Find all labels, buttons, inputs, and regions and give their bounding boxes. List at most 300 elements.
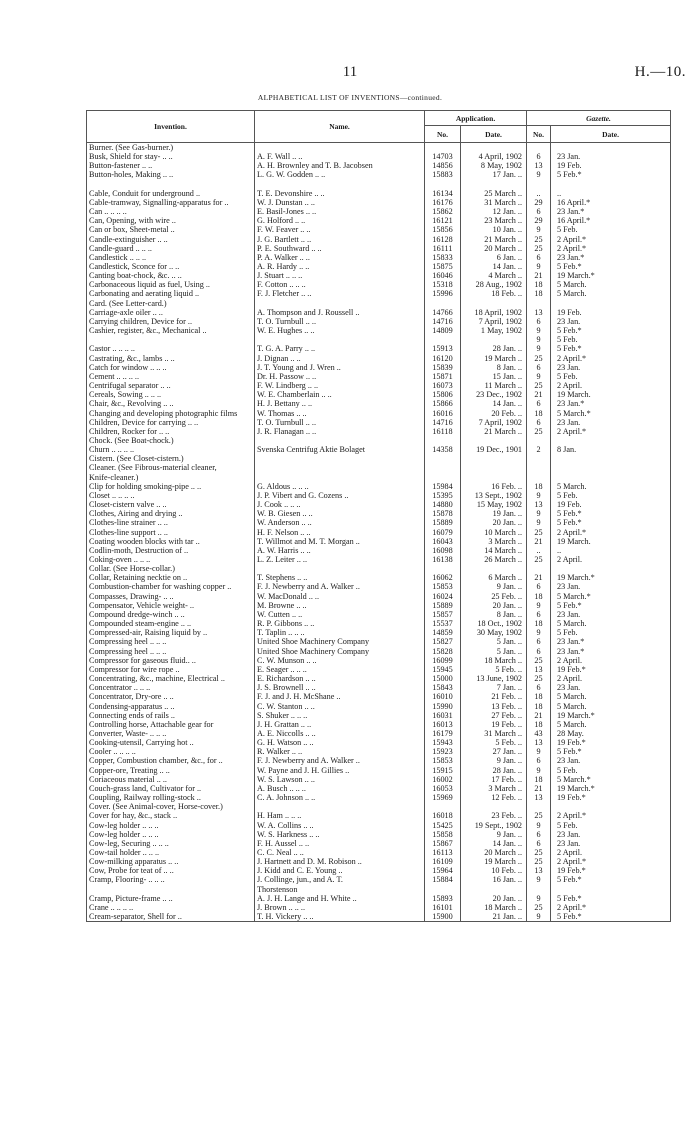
name-cell	[255, 335, 425, 344]
invention-cell: Combustion-chamber for washing copper ..	[87, 582, 255, 591]
invention-cell: Cover. (See Animal-cover, Horse-cover.)	[87, 802, 255, 811]
table-row	[87, 152, 671, 161]
invention-cell: Cow, Probe for teat of .. ..	[87, 866, 255, 875]
application-date-cell: 20 March ..	[461, 244, 527, 253]
table-row	[87, 161, 671, 170]
application-date-cell: 18 Feb. ..	[461, 289, 527, 298]
application-date-cell: 13 Feb. ..	[461, 702, 527, 711]
application-number-cell	[425, 335, 461, 344]
table-row	[87, 427, 671, 436]
name-cell: F. J. Newberry and A. Walker ..	[255, 582, 425, 591]
table-row	[87, 528, 671, 537]
name-cell: T. Willmot and M. T. Morgan ..	[255, 537, 425, 546]
gazette-date-cell: 5 Feb.	[551, 225, 671, 234]
gazette-number-cell: 25	[527, 674, 551, 683]
table-row	[87, 262, 671, 271]
application-date-cell: 1 May, 1902	[461, 326, 527, 335]
gazette-number-cell: 9	[527, 628, 551, 637]
invention-cell: Can, Opening, with wire ..	[87, 216, 255, 225]
table-row	[87, 601, 671, 610]
gazette-date-cell: 2 April.	[551, 674, 671, 683]
gazette-date-cell: 5 March.	[551, 289, 671, 298]
name-cell	[255, 299, 425, 308]
gazette-number-cell: 9	[527, 326, 551, 335]
application-number-cell: 15990	[425, 702, 461, 711]
invention-cell: Compounded steam-engine .. ..	[87, 619, 255, 628]
gazette-date-cell: 19 March.	[551, 537, 671, 546]
application-date-cell: 19 Feb. ..	[461, 720, 527, 729]
application-number-cell: 16138	[425, 555, 461, 564]
application-number-cell: 15984	[425, 482, 461, 491]
gazette-date-cell: 23 Jan.*	[551, 399, 671, 408]
application-date-cell: 3 March ..	[461, 784, 527, 793]
table-row	[87, 619, 671, 628]
gazette-date-cell: 5 Feb.*	[551, 509, 671, 518]
table-row	[87, 582, 671, 591]
application-number-cell: 15000	[425, 674, 461, 683]
invention-cell: Compound dredge-winch .. ..	[87, 610, 255, 619]
gazette-number-cell: 6	[527, 647, 551, 656]
application-date-cell: 20 Jan. ..	[461, 518, 527, 527]
application-number-cell: 16176	[425, 198, 461, 207]
gazette-number-cell: 18	[527, 409, 551, 418]
application-date-cell: 6 March ..	[461, 573, 527, 582]
gazette-number-cell	[527, 463, 551, 472]
gazette-date-cell	[551, 299, 671, 308]
table-row	[87, 903, 671, 912]
table-row	[87, 848, 671, 857]
gazette-date-cell: 5 March.*	[551, 409, 671, 418]
name-cell: R. Walker .. ..	[255, 747, 425, 756]
invention-cell: Cable, Conduit for underground ..	[87, 189, 255, 198]
table-row	[87, 445, 671, 454]
name-cell: J. Collinge, jun., and A. T.	[255, 875, 425, 884]
gazette-date-cell: 23 Jan.	[551, 610, 671, 619]
name-cell: J. Brown .. .. ..	[255, 903, 425, 912]
gazette-number-cell: 9	[527, 601, 551, 610]
name-cell: R. P. Gibbons .. ..	[255, 619, 425, 628]
application-number-cell: 15858	[425, 830, 461, 839]
application-number-cell: 15964	[425, 866, 461, 875]
application-number-cell: 15996	[425, 289, 461, 298]
application-number-cell: 14716	[425, 317, 461, 326]
gazette-date-cell: ..	[551, 189, 671, 198]
application-number-cell: 16120	[425, 354, 461, 363]
application-number-cell: 16043	[425, 537, 461, 546]
table-row	[87, 811, 671, 820]
gazette-number-cell: 25	[527, 381, 551, 390]
table-row	[87, 729, 671, 738]
table-row	[87, 766, 671, 775]
gazette-date-cell: 5 Feb.*	[551, 262, 671, 271]
name-column-header: Name.	[255, 111, 425, 143]
table-row	[87, 271, 671, 280]
application-number-cell: 15875	[425, 262, 461, 271]
invention-cell: Carbonaceous liquid as fuel, Using ..	[87, 280, 255, 289]
gazette-date-cell: 19 March.*	[551, 711, 671, 720]
application-date-cell: 5 Jan. ..	[461, 647, 527, 656]
application-number-cell: 16134	[425, 189, 461, 198]
name-cell: E. Seager .. .. ..	[255, 665, 425, 674]
invention-cell: Cleaner. (See Fibrous-material cleaner,	[87, 463, 255, 472]
name-cell: M. Browne .. ..	[255, 601, 425, 610]
table-row	[87, 610, 671, 619]
application-date-cell: 11 March ..	[461, 381, 527, 390]
gazette-date-cell: 23 Jan.	[551, 317, 671, 326]
gazette-date-cell: 2 April.	[551, 555, 671, 564]
application-number-cell: 14859	[425, 628, 461, 637]
gazette-number-cell: 9	[527, 372, 551, 381]
gazette-date-cell: 5 Feb.	[551, 335, 671, 344]
application-date-cell: 3 March ..	[461, 537, 527, 546]
gazette-date-cell: 5 March.	[551, 619, 671, 628]
document-reference: H.—10.	[634, 64, 686, 80]
application-number-cell: 16010	[425, 692, 461, 701]
table-row	[87, 207, 671, 216]
table-row	[87, 683, 671, 692]
application-number-cell: 14880	[425, 500, 461, 509]
invention-cell: Candlestick .. .. ..	[87, 253, 255, 262]
gazette-date-cell: 5 Feb.*	[551, 875, 671, 884]
gazette-date-cell: 5 Feb.*	[551, 326, 671, 335]
invention-cell: Copper-ore, Treating .. ..	[87, 766, 255, 775]
gazette-number-cell: 21	[527, 711, 551, 720]
application-number-cell: 15867	[425, 839, 461, 848]
name-cell	[255, 463, 425, 472]
gazette-date-cell	[551, 564, 671, 573]
application-number-cell: 16179	[425, 729, 461, 738]
application-number-cell: 15833	[425, 253, 461, 262]
table-row	[87, 839, 671, 848]
application-number-cell: 16031	[425, 711, 461, 720]
application-number-cell: 16053	[425, 784, 461, 793]
gazette-number-cell	[527, 436, 551, 445]
gazette-number-cell: 9	[527, 335, 551, 344]
application-number-cell	[425, 436, 461, 445]
invention-cell: Can .. .. .. ..	[87, 207, 255, 216]
name-cell: J. T. Young and J. Wren ..	[255, 363, 425, 372]
application-number-cell: 15900	[425, 912, 461, 922]
application-number-cell: 16013	[425, 720, 461, 729]
table-row	[87, 518, 671, 527]
application-date-cell: 21 Feb. ..	[461, 692, 527, 701]
application-date-cell: 18 Oct., 1902	[461, 619, 527, 628]
gazette-date-cell: 23 Jan.	[551, 582, 671, 591]
table-row	[87, 198, 671, 207]
name-cell: F. W. Feaver .. ..	[255, 225, 425, 234]
gazette-date-cell: 5 March.	[551, 482, 671, 491]
gazette-number-cell: 21	[527, 537, 551, 546]
table-row	[87, 289, 671, 298]
name-cell: United Shoe Machinery Company	[255, 637, 425, 646]
name-cell: W. S. Lawson .. ..	[255, 775, 425, 784]
invention-cell: Castor .. .. .. ..	[87, 344, 255, 353]
invention-cell: Condensing-apparatus .. ..	[87, 702, 255, 711]
name-cell: C. A. Johnson .. ..	[255, 793, 425, 802]
gazette-number-cell	[527, 299, 551, 308]
name-cell: L. G. W. Godden .. ..	[255, 170, 425, 179]
table-row	[87, 637, 671, 646]
application-date-cell: 28 Jan. ..	[461, 344, 527, 353]
name-cell: J. Stuart .. .. ..	[255, 271, 425, 280]
invention-cell: Children, Device for carrying .. ..	[87, 418, 255, 427]
gazette-number-cell: 25	[527, 528, 551, 537]
invention-cell: Cramp, Picture-frame .. ..	[87, 894, 255, 903]
name-cell: F. J. and J. H. McShane ..	[255, 692, 425, 701]
application-date-cell: 17 Feb. ..	[461, 775, 527, 784]
name-cell: E. Basil-Jones .. ..	[255, 207, 425, 216]
gazette-date-cell	[551, 463, 671, 472]
application-date-cell: 20 Feb. ..	[461, 409, 527, 418]
gazette-number-cell: 25	[527, 555, 551, 564]
name-cell: L. Z. Leiter .. ..	[255, 555, 425, 564]
table-row	[87, 299, 671, 308]
application-date-cell: 12 Feb. ..	[461, 793, 527, 802]
invention-cell: Chock. (See Boat-chock.)	[87, 436, 255, 445]
application-date-cell: 14 Jan. ..	[461, 839, 527, 848]
gazette-number-cell: 13	[527, 738, 551, 747]
invention-cell: Closet-cistern valve .. ..	[87, 500, 255, 509]
invention-cell: Couch-grass land, Cultivator for ..	[87, 784, 255, 793]
application-date-cell: 13 Sept., 1902	[461, 491, 527, 500]
gazette-date-cell	[551, 454, 671, 463]
application-date-cell: 5 Feb. ..	[461, 738, 527, 747]
gazette-date-cell: 2 April.*	[551, 427, 671, 436]
name-cell: W. B. Giesen .. ..	[255, 509, 425, 518]
invention-cell: Concentrating, &c., machine, Electrical ..	[87, 674, 255, 683]
invention-cell: Candlestick, Sconce for .. ..	[87, 262, 255, 271]
application-number-cell	[425, 802, 461, 811]
name-cell: W. Anderson .. ..	[255, 518, 425, 527]
gazette-number-cell: 21	[527, 573, 551, 582]
name-cell: A. E. Niccolls .. ..	[255, 729, 425, 738]
application-number-cell: 15878	[425, 509, 461, 518]
application-number-cell: 16002	[425, 775, 461, 784]
application-number-cell: 15923	[425, 747, 461, 756]
gazette-number-cell: 6	[527, 637, 551, 646]
name-cell: W. Payne and J. H. Gillies ..	[255, 766, 425, 775]
application-date-cell: 14 Jan. ..	[461, 399, 527, 408]
name-cell: F. W. Lindberg .. ..	[255, 381, 425, 390]
name-cell	[255, 180, 425, 189]
application-date-cell: 14 March ..	[461, 546, 527, 555]
table-row	[87, 674, 671, 683]
application-date-cell: 13 June, 1902	[461, 674, 527, 683]
application-date-cell: 9 Jan. ..	[461, 582, 527, 591]
table-row	[87, 747, 671, 756]
table-row	[87, 280, 671, 289]
invention-cell: Can or box, Sheet-metal ..	[87, 225, 255, 234]
name-cell: G. Holford .. ..	[255, 216, 425, 225]
name-cell: P. A. Walker .. ..	[255, 253, 425, 262]
name-cell: T. O. Turnbull .. ..	[255, 317, 425, 326]
table-row	[87, 720, 671, 729]
invention-cell: Cement .. .. .. ..	[87, 372, 255, 381]
table-row	[87, 170, 671, 179]
gazette-number-cell: 25	[527, 656, 551, 665]
name-cell: Dr. H. Passow .. ..	[255, 372, 425, 381]
gazette-number-cell: 9	[527, 766, 551, 775]
application-date-cell: 27 Feb. ..	[461, 711, 527, 720]
invention-column-header: Invention.	[87, 111, 255, 143]
gazette-date-cell: 5 Feb.*	[551, 170, 671, 179]
gazette-date-cell: 23 Jan.*	[551, 207, 671, 216]
table-row	[87, 308, 671, 317]
gazette-date-cell	[551, 436, 671, 445]
name-cell: A. W. Harris .. ..	[255, 546, 425, 555]
application-date-cell: 10 Jan. ..	[461, 225, 527, 234]
gazette-date-cell: 23 Jan.	[551, 418, 671, 427]
gazette-number-cell: 9	[527, 518, 551, 527]
application-date-cell: 7 April, 1902	[461, 418, 527, 427]
gazette-date-cell: 5 Feb.	[551, 491, 671, 500]
table-row	[87, 830, 671, 839]
application-date-cell	[461, 564, 527, 573]
table-row	[87, 180, 671, 189]
application-date-cell: 21 March ..	[461, 235, 527, 244]
application-number-cell: 16113	[425, 848, 461, 857]
application-date-cell: 16 Feb. ..	[461, 482, 527, 491]
invention-cell: Card. (See Letter-card.)	[87, 299, 255, 308]
gazette-number-cell: 25	[527, 354, 551, 363]
table-row	[87, 885, 671, 894]
gazette-date-cell: 5 Feb.	[551, 628, 671, 637]
table-row	[87, 802, 671, 811]
application-number-cell: 16079	[425, 528, 461, 537]
table-row	[87, 372, 671, 381]
name-cell: W. Cutten .. ..	[255, 610, 425, 619]
gazette-number-cell: 29	[527, 216, 551, 225]
gazette-number-cell: 18	[527, 592, 551, 601]
table-row	[87, 335, 671, 344]
name-cell: A. J. H. Lange and H. White ..	[255, 894, 425, 903]
application-date-cell: 8 Jan. ..	[461, 610, 527, 619]
table-row	[87, 500, 671, 509]
gazette-number-cell: 9	[527, 509, 551, 518]
table-row	[87, 866, 671, 875]
gazette-number-cell: 6	[527, 610, 551, 619]
gazette-date-cell: 5 March.	[551, 702, 671, 711]
name-cell: J. P. Vibert and G. Cozens ..	[255, 491, 425, 500]
table-row	[87, 143, 671, 153]
table-row	[87, 711, 671, 720]
invention-cell: Carrying children, Device for ..	[87, 317, 255, 326]
table-row	[87, 244, 671, 253]
gazette-number-cell: 9	[527, 747, 551, 756]
application-number-cell: 15889	[425, 601, 461, 610]
application-date-cell: 25 Feb. ..	[461, 592, 527, 601]
gazette-number-cell: 13	[527, 665, 551, 674]
table-row	[87, 509, 671, 518]
invention-cell: Chair, &c., Revolving .. ..	[87, 399, 255, 408]
gazette-number-cell: 6	[527, 253, 551, 262]
name-cell: W. E. Hughes .. ..	[255, 326, 425, 335]
gazette-number-cell: 13	[527, 866, 551, 875]
gazette-number-cell: 6	[527, 317, 551, 326]
page-title: ALPHABETICAL LIST OF INVENTIONS—continued.	[257, 93, 443, 102]
invention-cell: Churn .. .. .. ..	[87, 445, 255, 454]
application-date-cell: 5 Jan. ..	[461, 637, 527, 646]
application-date-cell	[461, 454, 527, 463]
table-row	[87, 225, 671, 234]
invention-cell: Compasses, Drawing- .. ..	[87, 592, 255, 601]
application-number-cell: 15871	[425, 372, 461, 381]
application-number-cell: 15839	[425, 363, 461, 372]
application-number-cell: 15884	[425, 875, 461, 884]
invention-cell: Knife-cleaner.)	[87, 473, 255, 482]
gazette-date-cell: 8 Jan.	[551, 445, 671, 454]
gazette-date-cell: 19 March.*	[551, 271, 671, 280]
invention-cell: Cistern. (See Closet-cistern.)	[87, 454, 255, 463]
table-row	[87, 317, 671, 326]
inventions-table	[86, 110, 671, 922]
application-number-cell: 15853	[425, 582, 461, 591]
application-date-cell: 8 Jan. ..	[461, 363, 527, 372]
name-cell	[255, 143, 425, 153]
invention-cell: Connecting ends of rails ..	[87, 711, 255, 720]
application-date-cell	[461, 335, 527, 344]
application-date-cell: 9 Jan. ..	[461, 756, 527, 765]
invention-cell: Coking-oven .. .. ..	[87, 555, 255, 564]
name-cell: H. Ham .. .. ..	[255, 811, 425, 820]
name-cell: H. J. Bettany .. ..	[255, 399, 425, 408]
application-number-cell: 15945	[425, 665, 461, 674]
application-number-header: No.	[425, 126, 461, 143]
gazette-number-cell: 18	[527, 702, 551, 711]
invention-cell: Cow-tail holder .. .. ..	[87, 848, 255, 857]
name-cell: A. H. Brownley and T. B. Jacobsen	[255, 161, 425, 170]
invention-cell: Collar. (See Horse-collar.)	[87, 564, 255, 573]
name-cell: J. G. Bartlett .. ..	[255, 235, 425, 244]
gazette-date-cell: 16 April.*	[551, 198, 671, 207]
name-cell: A. F. Wall .. ..	[255, 152, 425, 161]
table-row	[87, 436, 671, 445]
name-cell	[255, 454, 425, 463]
gazette-number-header: No.	[527, 126, 551, 143]
application-date-cell: 31 March ..	[461, 729, 527, 738]
application-date-cell: 21 March ..	[461, 427, 527, 436]
gazette-number-cell: 25	[527, 857, 551, 866]
gazette-date-cell: 23 Jan.	[551, 830, 671, 839]
invention-cell: Castrating, &c., lambs .. ..	[87, 354, 255, 363]
table-row	[87, 482, 671, 491]
application-number-cell: 16046	[425, 271, 461, 280]
application-number-cell: 16099	[425, 656, 461, 665]
application-number-cell: 15893	[425, 894, 461, 903]
name-cell: T. E. Devonshire .. ..	[255, 189, 425, 198]
gazette-number-cell: 6	[527, 839, 551, 848]
application-number-cell: 16101	[425, 903, 461, 912]
table-row	[87, 216, 671, 225]
gazette-number-cell	[527, 143, 551, 153]
application-date-cell: 12 Jan. ..	[461, 207, 527, 216]
application-date-cell: 19 March ..	[461, 857, 527, 866]
name-cell: A. Busch .. .. ..	[255, 784, 425, 793]
gazette-date-cell: 19 March.*	[551, 784, 671, 793]
table-row	[87, 491, 671, 500]
gazette-number-cell: 6	[527, 152, 551, 161]
application-number-cell: 16062	[425, 573, 461, 582]
gazette-number-cell: 25	[527, 903, 551, 912]
gazette-number-cell: 43	[527, 729, 551, 738]
application-date-cell: 7 April, 1902	[461, 317, 527, 326]
gazette-date-cell	[551, 473, 671, 482]
invention-cell: Closet .. .. .. ..	[87, 491, 255, 500]
table-row	[87, 555, 671, 564]
application-number-cell: 16016	[425, 409, 461, 418]
application-date-cell	[461, 802, 527, 811]
application-number-cell	[425, 463, 461, 472]
